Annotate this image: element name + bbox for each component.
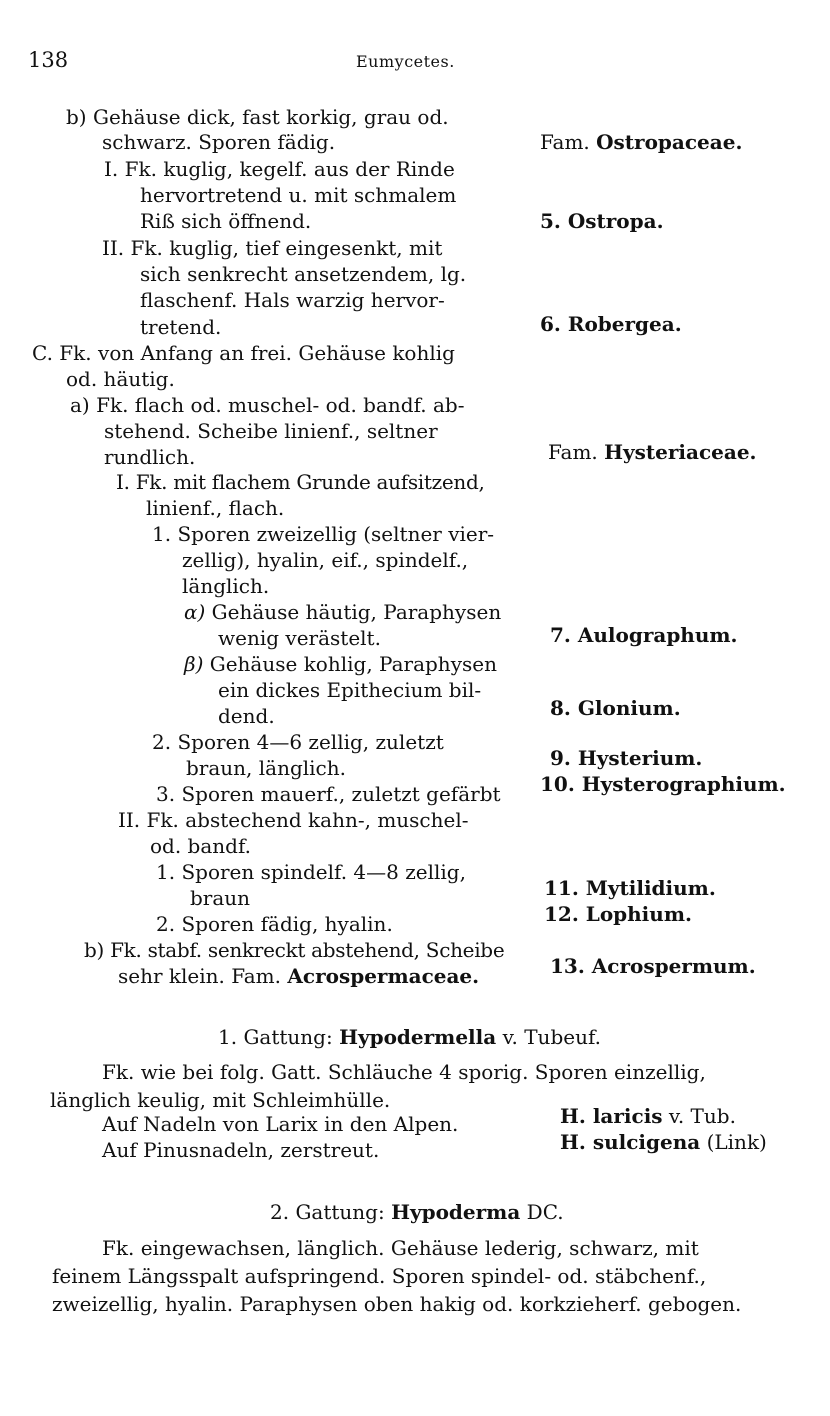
key-line: od. bandf.	[150, 834, 252, 858]
genus-author: v. Tubeuf.	[496, 1025, 602, 1049]
species-name	[560, 1104, 736, 1128]
key-line: tretend.	[140, 315, 222, 339]
key-line: stehend. Scheibe linienf., seltner	[104, 419, 438, 443]
key-result-taxon: 8. Glonium.	[550, 696, 681, 720]
key-result-taxon: 12. Lophium.	[544, 902, 692, 926]
key-line	[184, 652, 497, 676]
key-result-taxon: 11. Mytilidium.	[544, 876, 716, 900]
key-line: Riß sich öffnend.	[140, 209, 312, 233]
genus-heading	[270, 1200, 564, 1224]
key-line: II. Fk. abstechend kahn-, muschel-	[118, 808, 469, 832]
species-habitat: Auf Pinusnadeln, zerstreut.	[102, 1138, 380, 1162]
greek-label: α)	[184, 600, 206, 624]
key-line: od. häutig.	[66, 367, 175, 391]
key-result-taxon: 9. Hysterium.	[550, 746, 703, 770]
genus-description: Fk. eingewachsen, länglich. Gehäuse lederig, schwarz, mit	[102, 1236, 699, 1260]
key-line: braun	[190, 886, 251, 910]
genus-description: länglich keulig, mit Schleimhülle.	[50, 1088, 391, 1112]
key-line: länglich.	[182, 574, 270, 598]
family-name: Acrospermaceae.	[287, 964, 480, 988]
species-author: v. Tub.	[662, 1104, 736, 1128]
key-result-prefix: Fam.	[540, 130, 597, 154]
key-line: zellig), hyalin, eif., spindelf.,	[182, 548, 469, 572]
key-line: linienf., flach.	[146, 496, 285, 520]
key-line: wenig verästelt.	[218, 626, 381, 650]
key-result-taxon: 10. Hysterographium.	[540, 772, 786, 796]
key-line-text: Gehäuse kohlig, Paraphysen	[209, 652, 497, 676]
key-result-taxon: Ostropaceae.	[596, 130, 743, 154]
key-line: schwarz. Sporen fädig.	[102, 130, 336, 154]
key-line: 1. Sporen zweizellig (seltner vier-	[152, 522, 495, 546]
key-line: sich senkrecht ansetzendem, lg.	[140, 262, 467, 286]
key-result-taxon: 13. Acrospermum.	[550, 954, 756, 978]
key-line	[184, 600, 501, 624]
key-result	[548, 440, 757, 464]
page-number: 138	[28, 48, 69, 72]
key-result-taxon: 5. Ostropa.	[540, 209, 664, 233]
key-line: rundlich.	[104, 445, 196, 469]
key-line: flaschenf. Hals warzig hervor-	[140, 288, 445, 312]
genus-name: Hypoderma	[391, 1200, 521, 1224]
key-line: a) Fk. flach od. muschel- od. bandf. ab-	[70, 393, 465, 417]
key-line: I. Fk. mit flachem Grunde aufsitzend,	[116, 470, 485, 494]
genus-heading-prefix: 1. Gattung:	[218, 1025, 340, 1049]
key-line: C. Fk. von Anfang an frei. Gehäuse kohlig	[32, 341, 455, 365]
key-line: II. Fk. kuglig, tief eingesenkt, mit	[102, 236, 443, 260]
key-result-taxon: 7. Aulographum.	[550, 623, 738, 647]
species-author: (Link)	[700, 1130, 767, 1154]
key-line: I. Fk. kuglig, kegelf. aus der Rinde	[104, 157, 455, 181]
species-epithet: H. laricis	[560, 1104, 663, 1128]
key-line: 3. Sporen mauerf., zuletzt gefärbt	[156, 782, 501, 806]
genus-author: DC.	[520, 1200, 564, 1224]
species-habitat: Auf Nadeln von Larix in den Alpen.	[102, 1112, 459, 1136]
key-line: ein dickes Epithecium bil-	[218, 678, 482, 702]
key-line: 2. Sporen fädig, hyalin.	[156, 912, 393, 936]
key-line: 1. Sporen spindelf. 4—8 zellig,	[156, 860, 466, 884]
genus-heading	[218, 1025, 601, 1049]
genus-description: zweizellig, hyalin. Paraphysen oben hakig od. korkzieherf. gebogen.	[52, 1292, 742, 1316]
genus-description: Fk. wie bei folg. Gatt. Schläuche 4 sporig. Sporen einzellig,	[102, 1060, 706, 1084]
key-line-text: sehr klein. Fam.	[118, 964, 288, 988]
key-line	[118, 964, 479, 988]
species-epithet: H. sulcigena	[560, 1130, 701, 1154]
running-title: Eumycetes.	[356, 52, 455, 71]
greek-label: β)	[184, 652, 204, 676]
key-line: b) Gehäuse dick, fast korkig, grau od.	[66, 105, 449, 129]
key-result-taxon: 6. Robergea.	[540, 312, 682, 336]
genus-name: Hypodermella	[339, 1025, 497, 1049]
species-name	[560, 1130, 767, 1154]
genus-description: feinem Längsspalt aufspringend. Sporen spindel- od. stäbchenf.,	[52, 1264, 707, 1288]
key-result	[540, 130, 742, 154]
key-line: dend.	[218, 704, 275, 728]
key-line: b) Fk. stabf. senkreckt abstehend, Scheibe	[84, 938, 505, 962]
genus-heading-prefix: 2. Gattung:	[270, 1200, 392, 1224]
key-line: 2. Sporen 4—6 zellig, zuletzt	[152, 730, 444, 754]
key-result-taxon: Hysteriaceae.	[604, 440, 757, 464]
key-line-text: Gehäuse häutig, Paraphysen	[211, 600, 502, 624]
key-result-prefix: Fam.	[548, 440, 605, 464]
key-line: braun, länglich.	[186, 756, 346, 780]
key-line: hervortretend u. mit schmalem	[140, 183, 457, 207]
